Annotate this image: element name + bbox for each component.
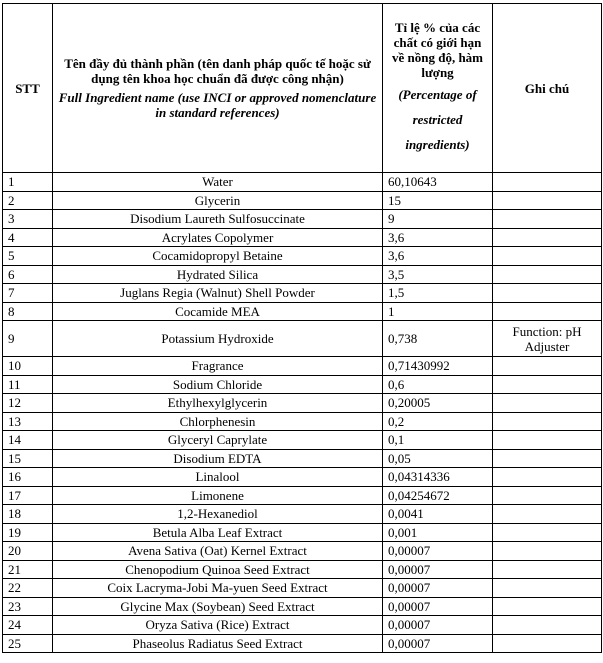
ingredient-percentage: 3,5	[383, 265, 493, 284]
table-row	[3, 505, 602, 524]
ingredient-name: Water	[53, 173, 383, 192]
row-number: 18	[3, 505, 53, 524]
ingredient-percentage: 0,00007	[383, 616, 493, 635]
ingredient-note	[493, 542, 602, 561]
ingredient-percentage: 0,6	[383, 375, 493, 394]
row-number: 1	[3, 173, 53, 192]
ingredient-note	[493, 560, 602, 579]
table-header-row	[3, 4, 602, 173]
ingredient-percentage: 1,5	[383, 284, 493, 303]
row-number: 20	[3, 542, 53, 561]
ingredient-note	[493, 302, 602, 321]
row-number: 3	[3, 210, 53, 229]
ingredient-note	[493, 247, 602, 266]
table-row	[3, 579, 602, 598]
row-number: 23	[3, 597, 53, 616]
table-row	[3, 431, 602, 450]
table-row	[3, 394, 602, 413]
ingredient-name: Oryza Sativa (Rice) Extract	[53, 616, 383, 635]
row-number: 15	[3, 449, 53, 468]
table-row	[3, 247, 602, 266]
row-number: 24	[3, 616, 53, 635]
ingredient-name: 1,2-Hexanediol	[53, 505, 383, 524]
row-number: 17	[3, 486, 53, 505]
ingredient-note	[493, 284, 602, 303]
ingredient-percentage: 0,00007	[383, 542, 493, 561]
ingredient-percentage: 0,738	[383, 321, 493, 357]
ingredient-percentage: 15	[383, 191, 493, 210]
ingredient-note	[493, 394, 602, 413]
ingredient-percentage: 0,71430992	[383, 357, 493, 376]
ingredient-note	[493, 597, 602, 616]
table-row	[3, 486, 602, 505]
ingredient-percentage: 1	[383, 302, 493, 321]
ingredient-percentage: 0,00007	[383, 579, 493, 598]
table-row	[3, 616, 602, 635]
ingredient-name: Betula Alba Leaf Extract	[53, 523, 383, 542]
row-number: 14	[3, 431, 53, 450]
ingredient-name: Glyceryl Caprylate	[53, 431, 383, 450]
ingredient-percentage: 0,2	[383, 412, 493, 431]
ingredient-name: Acrylates Copolymer	[53, 228, 383, 247]
ingredient-note	[493, 191, 602, 210]
row-number: 7	[3, 284, 53, 303]
table-row	[3, 228, 602, 247]
row-number: 16	[3, 468, 53, 487]
ingredient-note	[493, 505, 602, 524]
ingredient-name: Cocamide MEA	[53, 302, 383, 321]
table-row	[3, 560, 602, 579]
ingredient-percentage: 3,6	[383, 247, 493, 266]
table-row	[3, 321, 602, 357]
header-pct-vietnamese: Tỉ lệ % của các chất có giới hạn về nồng độ, hàm lượng	[391, 19, 484, 80]
row-number: 10	[3, 357, 53, 376]
row-number: 11	[3, 375, 53, 394]
ingredient-name: Chlorphenesin	[53, 412, 383, 431]
table-row	[3, 597, 602, 616]
ingredient-name: Ethylhexylglycerin	[53, 394, 383, 413]
ingredient-name: Disodium EDTA	[53, 449, 383, 468]
header-name-vietnamese: Tên đầy đủ thành phần (tên danh pháp quốc tế hoặc sử dụng tên khoa học chuẩn đã được công nhận)	[64, 56, 371, 86]
ingredient-note	[493, 579, 602, 598]
row-number: 25	[3, 634, 53, 653]
ingredient-note	[493, 210, 602, 229]
row-number: 12	[3, 394, 53, 413]
table-row	[3, 523, 602, 542]
row-number: 2	[3, 191, 53, 210]
header-pct-english: (Percentage of restricted ingredients)	[398, 86, 477, 152]
ingredient-name: Linalool	[53, 468, 383, 487]
ingredient-percentage: 0,04314336	[383, 468, 493, 487]
ingredient-name: Juglans Regia (Walnut) Shell Powder	[53, 284, 383, 303]
ingredient-percentage: 9	[383, 210, 493, 229]
header-stt: STT	[3, 4, 53, 173]
ingredient-note	[493, 228, 602, 247]
table-row	[3, 210, 602, 229]
header-percentage	[383, 4, 493, 173]
ingredient-name: Disodium Laureth Sulfosuccinate	[53, 210, 383, 229]
row-number: 8	[3, 302, 53, 321]
ingredient-name: Sodium Chloride	[53, 375, 383, 394]
ingredient-name: Fragrance	[53, 357, 383, 376]
table-row	[3, 265, 602, 284]
ingredient-name: Phaseolus Radiatus Seed Extract	[53, 634, 383, 653]
ingredient-name: Hydrated Silica	[53, 265, 383, 284]
table-row	[3, 284, 602, 303]
ingredient-note: Function: pH Adjuster	[493, 321, 602, 357]
row-number: 19	[3, 523, 53, 542]
table-row	[3, 357, 602, 376]
ingredient-note	[493, 468, 602, 487]
ingredient-note	[493, 173, 602, 192]
ingredient-percentage: 0,00007	[383, 597, 493, 616]
ingredient-percentage: 0,00007	[383, 634, 493, 653]
ingredient-name: Limonene	[53, 486, 383, 505]
header-note: Ghi chú	[493, 4, 602, 173]
ingredient-percentage: 0,05	[383, 449, 493, 468]
ingredient-percentage: 3,6	[383, 228, 493, 247]
table-row	[3, 173, 602, 192]
ingredient-name: Glycerin	[53, 191, 383, 210]
ingredients-table	[2, 3, 602, 653]
ingredient-note	[493, 486, 602, 505]
ingredient-note	[493, 523, 602, 542]
ingredient-name: Potassium Hydroxide	[53, 321, 383, 357]
row-number: 22	[3, 579, 53, 598]
ingredient-note	[493, 449, 602, 468]
table-body	[3, 173, 602, 653]
ingredient-percentage: 60,10643	[383, 173, 493, 192]
ingredient-note	[493, 357, 602, 376]
ingredient-note	[493, 375, 602, 394]
ingredient-note	[493, 265, 602, 284]
row-number: 21	[3, 560, 53, 579]
table-row	[3, 191, 602, 210]
header-ingredient-name	[53, 4, 383, 173]
ingredient-percentage: 0,001	[383, 523, 493, 542]
table-row	[3, 634, 602, 653]
ingredient-percentage: 0,1	[383, 431, 493, 450]
ingredient-note	[493, 616, 602, 635]
table-row	[3, 412, 602, 431]
ingredient-percentage: 0,00007	[383, 560, 493, 579]
row-number: 9	[3, 321, 53, 357]
row-number: 13	[3, 412, 53, 431]
ingredient-note	[493, 412, 602, 431]
ingredient-name: Cocamidopropyl Betaine	[53, 247, 383, 266]
ingredient-note	[493, 431, 602, 450]
ingredient-note	[493, 634, 602, 653]
row-number: 5	[3, 247, 53, 266]
table-row	[3, 375, 602, 394]
row-number: 6	[3, 265, 53, 284]
table-row	[3, 542, 602, 561]
table-row	[3, 449, 602, 468]
ingredient-percentage: 0,04254672	[383, 486, 493, 505]
ingredient-name: Glycine Max (Soybean) Seed Extract	[53, 597, 383, 616]
ingredient-name: Coix Lacryma-Jobi Ma-yuen Seed Extract	[53, 579, 383, 598]
table-row	[3, 468, 602, 487]
ingredient-percentage: 0,0041	[383, 505, 493, 524]
ingredient-percentage: 0,20005	[383, 394, 493, 413]
table-row	[3, 302, 602, 321]
ingredient-name: Chenopodium Quinoa Seed Extract	[53, 560, 383, 579]
ingredient-name: Avena Sativa (Oat) Kernel Extract	[53, 542, 383, 561]
row-number: 4	[3, 228, 53, 247]
header-name-english: Full Ingredient name (use INCI or approved nomenclature in standard references)	[58, 90, 377, 120]
